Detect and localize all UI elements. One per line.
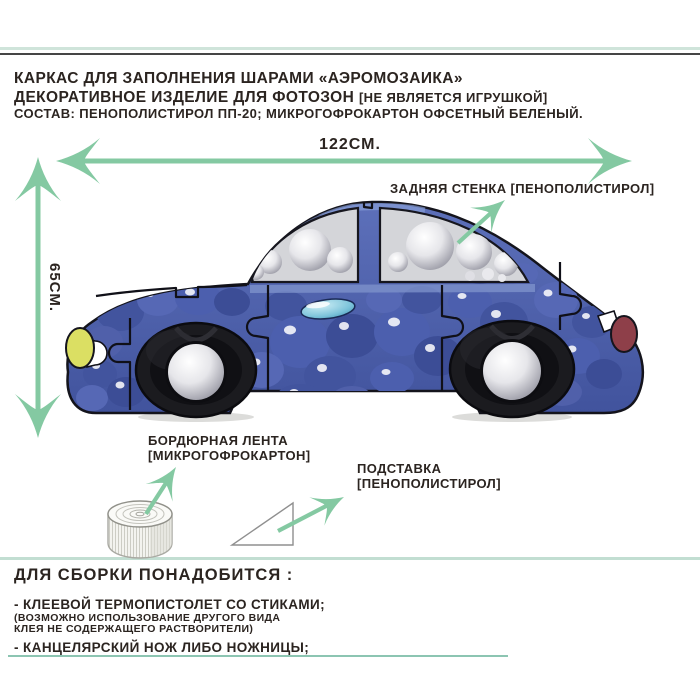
product-title-line2 [14, 89, 548, 107]
product-title-line1: КАРКАС ДЛЯ ЗАПОЛНЕНИЯ ШАРАМИ «АЭРОМОЗАИКА» [14, 70, 463, 87]
headlight-balloon [66, 328, 94, 368]
cardboard-roll-illustration [108, 501, 172, 558]
taillight-balloon [611, 316, 637, 352]
rear-wheel [450, 321, 574, 417]
border-tape-label-line1: БОРДЮРНАЯ ЛЕНТА [148, 433, 289, 448]
stand-label-line2: [ПЕНОПОЛИСТИРОЛ] [357, 476, 501, 491]
stand-label [357, 461, 501, 491]
assembly-item-glue-note-line2: КЛЕЯ НЕ СОДЕРЖАЩЕГО РАСТВОРИТЕЛИ) [14, 623, 254, 635]
border-tape-arrow [146, 458, 190, 514]
back-wall-label: ЗАДНЯЯ СТЕНКА [ПЕНОПОЛИСТИРОЛ] [390, 181, 655, 196]
assembly-heading: ДЛЯ СБОРКИ ПОНАДОБИТСЯ : [14, 566, 294, 584]
stand-triangle-illustration [232, 503, 293, 545]
assembly-item-glue-note-line1: (ВОЗМОЖНО ИСПОЛЬЗОВАНИЕ ДРУГОГО ВИДА [14, 612, 281, 624]
not-a-toy-note: [НЕ ЯВЛЯЕТСЯ ИГРУШКОЙ] [358, 90, 548, 105]
product-title-line2-main: ДЕКОРАТИВНОЕ ИЗДЕЛИЕ ДЛЯ ФОТОЗОН [14, 89, 359, 106]
assembly-item-glue-gun: - КЛЕЕВОЙ ТЕРМОПИСТОЛЕТ СО СТИКАМИ; [14, 597, 325, 612]
width-dimension-label: 122СМ. [319, 136, 381, 153]
product-composition-line: СОСТАВ: ПЕНОПОЛИСТИРОЛ ПП-20; МИКРОГОФРОКАРТОН ОФСЕТНЫЙ БЕЛЕНЫЙ. [14, 106, 584, 121]
front-wheel [136, 323, 256, 417]
height-dimension-label: 65СМ. [46, 263, 63, 312]
balloon-car-illustration [66, 201, 643, 422]
assembly-item-knife: - КАНЦЕЛЯРСКИЙ НОЖ ЛИБО НОЖНИЦЫ; [14, 640, 310, 655]
border-tape-label-line2: [МИКРОГОФРОКАРТОН] [148, 448, 311, 463]
border-tape-label [148, 433, 311, 463]
stand-label-line1: ПОДСТАВКА [357, 461, 442, 476]
